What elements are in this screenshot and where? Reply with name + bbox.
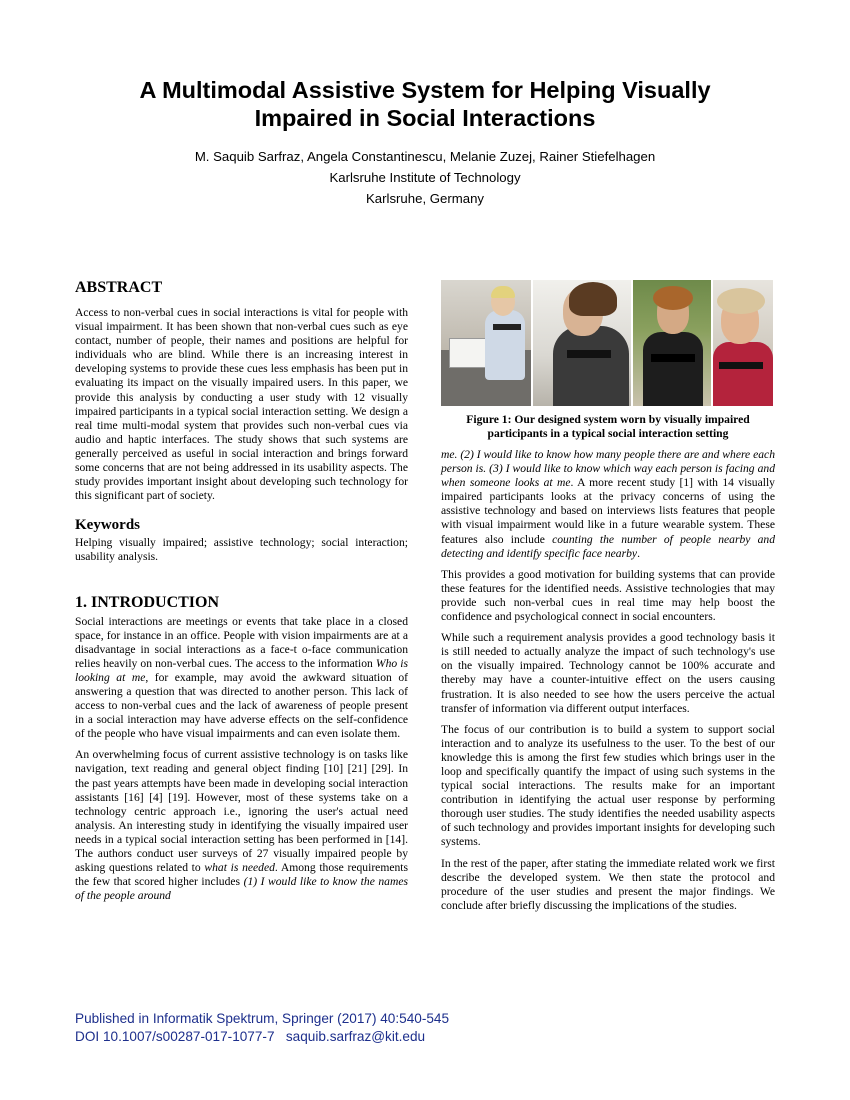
photo-participant-smiling <box>713 280 773 406</box>
publication-footer <box>75 1010 449 1046</box>
right-column <box>441 280 775 920</box>
introduction-heading: 1. INTRODUCTION <box>75 593 220 611</box>
right-paragraph-3: While such a requirement analysis provides a good technology basis it is still needed to actually analyze the impact of such technology's use on the visually impaired. Technology cannot be 100% accurate and thereby may have a counter-intuitive effect on the users causing frustration. It is also needed to see how the users perceive the actual transfer of information via different output interfaces. <box>441 631 775 715</box>
abstract-text: Access to non-verbal cues in social interactions is vital for people with visual impairment. It has been shown that non-verbal cues such as eye contact, number of people, their names and positions are helpful for individuals who are blind. While there is an increasing interest in developing systems to provide these cues less emphasis has been put in evaluating its impact on the visually impaired users. In this paper, we provide this analysis by conducting a user study with 12 visually impaired participants in a typical social interaction setting. We design a real time multi-modal system that provides such non-verbal cues via audio and haptic interfaces. The study shows that such systems are generally perceived as useful in social interaction and brings forward some concerns that are not being addressed in its usability aspects. The study provides important insight about developing such technology for this significant part of society. <box>75 306 408 503</box>
photo-participant-at-desk <box>441 280 531 406</box>
right-paragraph-5: In the rest of the paper, after stating the immediate related work we first describe the developed system. We then state the protocol and procedure of the user studies and present the major findings. We conclude after briefly discussing the implications of the studies. <box>441 856 775 912</box>
publication-info: Published in Informatik Spektrum, Springer (2017) 40:540-545 <box>75 1011 450 1026</box>
right-paragraph-2: This provides a good motivation for building systems that can provide these features for the identified needs. Assistive technologies that may provide such non-verbal cues in real time may help boost the confidence and psychological connect in social encounters. <box>441 567 775 624</box>
figure-1-caption: Figure 1: Our designed system worn by visually impaired participants in a typical social interaction setting <box>466 413 750 440</box>
title-block <box>60 76 790 209</box>
paper-title-line-1: A Multimodal Assistive System for Helping Visually <box>139 77 711 103</box>
keywords-heading: Keywords <box>75 517 140 534</box>
figure-1-photos <box>441 280 775 406</box>
right-paragraph-4: The focus of our contribution is to build a system to support social interaction and to analyze its usefulness to the user. To the best of our knowledge this is among the first few studies which brings user in the loop and specifically quantify the impact of using such systems in the typical social interactions. The results make for an important contribution in identifying the actual user response by performing thorough user studies. The study identifies the needed usability aspects of such technology and provides important insights for developing such systems. <box>441 722 775 849</box>
right-paragraph-1: me. (2) I would like to know how many people there are and where each person is. (3) I would like to know which way each person is facing and when someone looks at me. A more recent study [1] with 14 visually impaired participants looks at the privacy concerns of using the assistive technology and based on interviews lists features that people with visual impairment would like in a future wearable system. These features also include counting the number of people nearby and detecting and identify specific face nearby. <box>441 448 775 560</box>
introduction-paragraph-1: Social interactions are meetings or events that take place in a closed space, for instance in an office. People with vision impairments are at a disadvantage in social interactions as a face-t o-face communication relies heavily on non-verbal cues. The access to the information Who is looking at me, for example, may avoid the awkward situation of answering a question that was directed to another person. This lack of access to non-verbal cues and the lack of awareness of people present in a social interaction may have adverse effects on the self-confidence of the people who have visual impairments and can even isolate them. <box>75 614 408 741</box>
abstract-heading: ABSTRACT <box>75 279 163 296</box>
keywords-text: Helping visually impaired; assistive technology; social interaction; usability analysis. <box>75 536 408 564</box>
doi: DOI 10.1007/s00287-017-1077-7 <box>75 1029 275 1044</box>
photo-participant-profile <box>533 280 631 406</box>
authors: M. Saquib Sarfraz, Angela Constantinescu, Melanie Zuzej, Rainer Stiefelhagen <box>194 149 656 164</box>
introduction-paragraph-2: An overwhelming focus of current assistive technology is on tasks like navigation, text reading and general object finding [10] [21] [29]. In the past years attempts have been made in developing social interaction assistants [16] [4] [19]. However, most of these systems take on a technology centric approach i.e., ignoring the user's actual need analysis. An interesting study in identifying the visually impaired user needs in a typical social interaction setting has been performed in [14]. The authors conduct user surveys of 27 visually impaired people by asking questions related to what is needed. Among those requirements the few that scored higher includes (1) I would like to know the names of the people around <box>75 748 409 903</box>
left-column <box>75 279 408 910</box>
location: Karlsruhe, Germany <box>366 191 484 206</box>
photo-participant-standing <box>633 280 711 406</box>
affiliation: Karlsruhe Institute of Technology <box>329 170 521 185</box>
author-email[interactable]: saquib.sarfraz@kit.edu <box>285 1029 426 1044</box>
doi-line <box>75 1028 449 1046</box>
paper-title-line-2: Impaired in Social Interactions <box>254 105 596 131</box>
